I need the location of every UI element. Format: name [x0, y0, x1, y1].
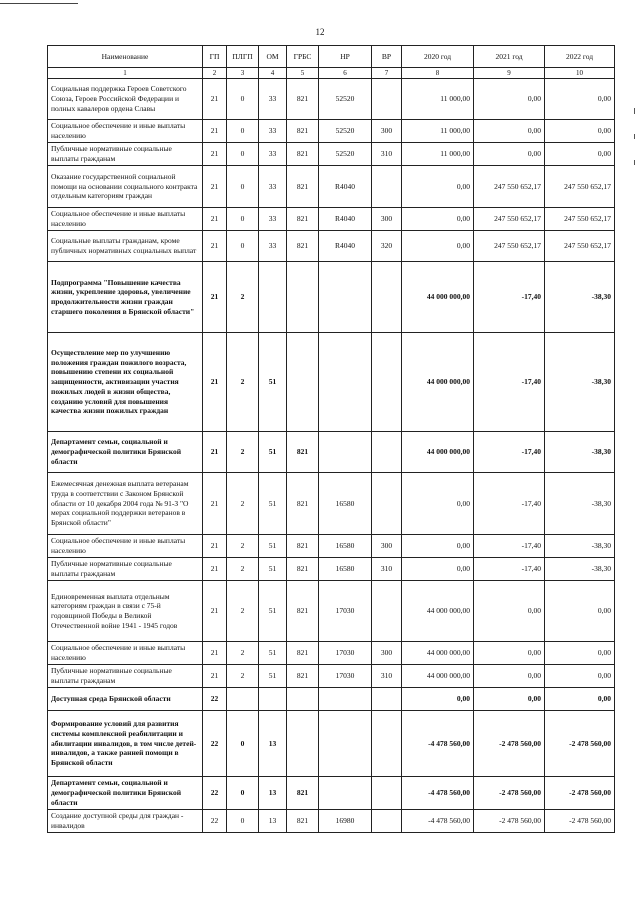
cell-2021: 0,00: [474, 143, 545, 166]
cell-2020: 0,00: [402, 558, 474, 581]
cell-2021: 0,00: [474, 120, 545, 143]
cell-om: 51: [259, 333, 287, 432]
cell-nr: 16580: [319, 473, 372, 535]
cell-name: Создание доступной среды для граждан - инвалидов: [48, 810, 203, 833]
cell-plgp: 2: [227, 473, 259, 535]
cell-om: 51: [259, 558, 287, 581]
cell-grbs: [287, 688, 319, 711]
cell-vr: [372, 262, 402, 333]
table-body: [48, 79, 615, 833]
cell-nr: 52520: [319, 79, 372, 120]
column-number: 9: [474, 68, 545, 79]
header-gp: ГП: [203, 46, 227, 68]
cell-plgp: 0: [227, 143, 259, 166]
cell-name: Подпрограмма "Повышение качества жизни, укрепление здоровья, увеличение продолжительности жизни граждан старшего поколения в Брянской области": [48, 262, 203, 333]
cell-name: Публичные нормативные социальные выплаты гражданам: [48, 665, 203, 688]
column-number: 6: [319, 68, 372, 79]
cell-2020: 0,00: [402, 688, 474, 711]
cell-gp: 22: [203, 688, 227, 711]
budget-table: [47, 45, 615, 833]
cell-2021: 0,00: [474, 79, 545, 120]
cell-2020: -4 478 560,00: [402, 810, 474, 833]
scan-edge-mark: [634, 108, 635, 114]
header-row: [48, 46, 615, 68]
cell-name: Публичные нормативные социальные выплаты гражданам: [48, 143, 203, 166]
header-om: ОМ: [259, 46, 287, 68]
cell-vr: [372, 333, 402, 432]
cell-om: 51: [259, 581, 287, 642]
cell-name: Формирование условий для развития системы комплексной реабилитации и абилитации инвалидов, в том числе детей-инвалидов, а также ранней помощи в Брянской области: [48, 711, 203, 777]
cell-nr: 16580: [319, 558, 372, 581]
header-2021: 2021 год: [474, 46, 545, 68]
cell-gp: 22: [203, 810, 227, 833]
cell-2021: 247 550 652,17: [474, 208, 545, 231]
cell-2022: 247 550 652,17: [545, 231, 615, 262]
cell-2021: 0,00: [474, 581, 545, 642]
cell-grbs: 821: [287, 558, 319, 581]
table-row: [48, 143, 615, 166]
cell-plgp: 2: [227, 642, 259, 665]
cell-vr: 300: [372, 642, 402, 665]
cell-gp: 21: [203, 231, 227, 262]
cell-vr: 300: [372, 535, 402, 558]
cell-2020: 0,00: [402, 166, 474, 208]
header-plgp: ПЛГП: [227, 46, 259, 68]
cell-gp: 22: [203, 711, 227, 777]
cell-2021: -17,40: [474, 473, 545, 535]
table-row: [48, 432, 615, 473]
table-row: [48, 262, 615, 333]
cell-grbs: 821: [287, 166, 319, 208]
cell-plgp: 2: [227, 665, 259, 688]
cell-grbs: 821: [287, 208, 319, 231]
cell-plgp: [227, 688, 259, 711]
cell-nr: 17030: [319, 642, 372, 665]
cell-nr: 17030: [319, 665, 372, 688]
cell-2021: -2 478 560,00: [474, 777, 545, 810]
table-row: [48, 711, 615, 777]
cell-om: 33: [259, 231, 287, 262]
header-2020: 2020 год: [402, 46, 474, 68]
column-number: 4: [259, 68, 287, 79]
cell-plgp: 2: [227, 262, 259, 333]
cell-2022: -2 478 560,00: [545, 810, 615, 833]
cell-2021: -17,40: [474, 432, 545, 473]
cell-plgp: 2: [227, 535, 259, 558]
cell-plgp: 2: [227, 432, 259, 473]
cell-vr: [372, 432, 402, 473]
table-row: [48, 166, 615, 208]
cell-nr: [319, 688, 372, 711]
cell-2022: 0,00: [545, 688, 615, 711]
table-row: [48, 810, 615, 833]
cell-gp: 21: [203, 558, 227, 581]
cell-vr: 300: [372, 120, 402, 143]
cell-2022: 0,00: [545, 581, 615, 642]
cell-nr: R4040: [319, 208, 372, 231]
page-number: 12: [315, 27, 325, 37]
table-row: [48, 473, 615, 535]
cell-gp: 22: [203, 777, 227, 810]
cell-2022: 0,00: [545, 642, 615, 665]
cell-gp: 21: [203, 432, 227, 473]
cell-om: 33: [259, 143, 287, 166]
cell-2021: 247 550 652,17: [474, 166, 545, 208]
cell-2020: 11 000,00: [402, 143, 474, 166]
table-row: [48, 688, 615, 711]
cell-gp: 21: [203, 473, 227, 535]
cell-2021: 0,00: [474, 642, 545, 665]
cell-grbs: [287, 711, 319, 777]
cell-2020: 44 000 000,00: [402, 432, 474, 473]
cell-grbs: 821: [287, 120, 319, 143]
cell-grbs: 821: [287, 432, 319, 473]
column-number-row: [48, 68, 615, 79]
cell-om: 33: [259, 79, 287, 120]
header-2022: 2022 год: [545, 46, 615, 68]
cell-vr: [372, 473, 402, 535]
column-number: 1: [48, 68, 203, 79]
cell-2020: 0,00: [402, 208, 474, 231]
cell-name: Социальное обеспечение и иные выплаты населению: [48, 208, 203, 231]
cell-2022: 0,00: [545, 143, 615, 166]
cell-2022: -2 478 560,00: [545, 711, 615, 777]
column-number: 8: [402, 68, 474, 79]
cell-2020: 44 000 000,00: [402, 642, 474, 665]
cell-om: 33: [259, 120, 287, 143]
cell-om: 13: [259, 777, 287, 810]
column-number: 5: [287, 68, 319, 79]
cell-name: Ежемесячная денежная выплата ветеранам труда в соответствии с Законом Брянской области от 10 декабря 2004 года № 91-З "О мерах социальной поддержки ветеранов в Брянской области": [48, 473, 203, 535]
header-vr: ВР: [372, 46, 402, 68]
cell-nr: R4040: [319, 231, 372, 262]
cell-om: [259, 688, 287, 711]
cell-2021: 0,00: [474, 688, 545, 711]
cell-grbs: 821: [287, 231, 319, 262]
cell-grbs: 821: [287, 810, 319, 833]
cell-2021: 0,00: [474, 665, 545, 688]
cell-vr: [372, 688, 402, 711]
top-rule: [0, 3, 78, 4]
cell-2021: -17,40: [474, 333, 545, 432]
cell-2022: 0,00: [545, 79, 615, 120]
cell-grbs: 821: [287, 143, 319, 166]
table-row: [48, 642, 615, 665]
table-row: [48, 581, 615, 642]
cell-gp: 21: [203, 143, 227, 166]
cell-om: 51: [259, 432, 287, 473]
cell-2020: 0,00: [402, 231, 474, 262]
cell-vr: [372, 711, 402, 777]
cell-2022: 0,00: [545, 120, 615, 143]
cell-name: Департамент семьи, социальной и демографической политики Брянской области: [48, 432, 203, 473]
table-row: [48, 535, 615, 558]
cell-vr: 310: [372, 665, 402, 688]
cell-om: [259, 262, 287, 333]
cell-om: 13: [259, 810, 287, 833]
cell-vr: 310: [372, 558, 402, 581]
cell-grbs: 821: [287, 535, 319, 558]
cell-nr: 52520: [319, 143, 372, 166]
cell-plgp: 0: [227, 810, 259, 833]
cell-2020: 44 000 000,00: [402, 333, 474, 432]
cell-nr: 16980: [319, 810, 372, 833]
cell-gp: 21: [203, 166, 227, 208]
table-row: [48, 120, 615, 143]
cell-nr: [319, 777, 372, 810]
cell-plgp: 2: [227, 558, 259, 581]
cell-2021: -2 478 560,00: [474, 711, 545, 777]
cell-name: Публичные нормативные социальные выплаты гражданам: [48, 558, 203, 581]
cell-2021: -17,40: [474, 535, 545, 558]
cell-vr: [372, 777, 402, 810]
cell-2022: -38,30: [545, 432, 615, 473]
cell-gp: 21: [203, 208, 227, 231]
cell-2022: -2 478 560,00: [545, 777, 615, 810]
cell-name: Социальная поддержка Героев Советского Союза, Героев Российской Федерации и полных кавалеров ордена Славы: [48, 79, 203, 120]
cell-name: Социальное обеспечение и иные выплаты населению: [48, 120, 203, 143]
cell-vr: 300: [372, 208, 402, 231]
cell-name: Осуществление мер по улучшению положения граждан пожилого возраста, повышению степени их социальной защищенности, активизации участия пожилых людей в жизни общества, созданию условий для повышения качества жизни пожилых граждан: [48, 333, 203, 432]
cell-2021: -2 478 560,00: [474, 810, 545, 833]
cell-2020: 0,00: [402, 535, 474, 558]
cell-gp: 21: [203, 535, 227, 558]
cell-2020: 11 000,00: [402, 120, 474, 143]
cell-om: 51: [259, 473, 287, 535]
cell-2020: 44 000 000,00: [402, 581, 474, 642]
cell-plgp: 2: [227, 333, 259, 432]
cell-nr: [319, 262, 372, 333]
cell-om: 33: [259, 208, 287, 231]
cell-2022: 247 550 652,17: [545, 208, 615, 231]
cell-grbs: 821: [287, 581, 319, 642]
cell-2022: -38,30: [545, 262, 615, 333]
cell-2020: -4 478 560,00: [402, 711, 474, 777]
cell-grbs: 821: [287, 665, 319, 688]
cell-gp: 21: [203, 642, 227, 665]
cell-plgp: 0: [227, 231, 259, 262]
cell-name: Оказание государственной социальной помощи на основании социального контракта отдельным категориям граждан: [48, 166, 203, 208]
cell-grbs: [287, 262, 319, 333]
cell-nr: [319, 711, 372, 777]
cell-name: Социальные выплаты гражданам, кроме публичных нормативных социальных выплат: [48, 231, 203, 262]
header-name: Наименование: [48, 46, 203, 68]
cell-2022: 0,00: [545, 665, 615, 688]
cell-grbs: 821: [287, 79, 319, 120]
cell-name: Доступная среда Брянской области: [48, 688, 203, 711]
table-row: [48, 665, 615, 688]
cell-nr: 52520: [319, 120, 372, 143]
table-row: [48, 208, 615, 231]
cell-name: Единовременная выплата отдельным категориям граждан в связи с 75-й годовщиной Победы в Великой Отечественной войне 1941 - 1945 годов: [48, 581, 203, 642]
cell-om: 51: [259, 665, 287, 688]
cell-om: 13: [259, 711, 287, 777]
cell-plgp: 0: [227, 79, 259, 120]
cell-nr: 16580: [319, 535, 372, 558]
cell-2021: -17,40: [474, 558, 545, 581]
cell-gp: 21: [203, 262, 227, 333]
cell-2021: -17,40: [474, 262, 545, 333]
cell-vr: [372, 79, 402, 120]
cell-2020: 44 000 000,00: [402, 665, 474, 688]
cell-2022: -38,30: [545, 473, 615, 535]
cell-name: Социальное обеспечение и иные выплаты населению: [48, 535, 203, 558]
cell-name: Департамент семьи, социальной и демографической политики Брянской области: [48, 777, 203, 810]
cell-vr: [372, 810, 402, 833]
table-row: [48, 231, 615, 262]
cell-2020: 0,00: [402, 473, 474, 535]
column-number: 10: [545, 68, 615, 79]
cell-gp: 21: [203, 665, 227, 688]
cell-2020: -4 478 560,00: [402, 777, 474, 810]
column-number: 2: [203, 68, 227, 79]
cell-om: 51: [259, 642, 287, 665]
cell-grbs: [287, 333, 319, 432]
cell-2022: 247 550 652,17: [545, 166, 615, 208]
cell-2020: 44 000 000,00: [402, 262, 474, 333]
header-grbs: ГРБС: [287, 46, 319, 68]
cell-plgp: 0: [227, 777, 259, 810]
cell-om: 51: [259, 535, 287, 558]
cell-om: 33: [259, 166, 287, 208]
cell-nr: [319, 432, 372, 473]
cell-nr: R4040: [319, 166, 372, 208]
cell-grbs: 821: [287, 473, 319, 535]
table-row: [48, 777, 615, 810]
table-row: [48, 558, 615, 581]
cell-2022: -38,30: [545, 333, 615, 432]
table-row: [48, 333, 615, 432]
cell-plgp: 0: [227, 166, 259, 208]
cell-grbs: 821: [287, 777, 319, 810]
header-nr: НР: [319, 46, 372, 68]
cell-2021: 247 550 652,17: [474, 231, 545, 262]
cell-2022: -38,30: [545, 558, 615, 581]
cell-nr: [319, 333, 372, 432]
cell-plgp: 0: [227, 208, 259, 231]
cell-gp: 21: [203, 120, 227, 143]
cell-2020: 11 000,00: [402, 79, 474, 120]
cell-grbs: 821: [287, 642, 319, 665]
scan-edge-mark: [634, 134, 635, 139]
cell-vr: 320: [372, 231, 402, 262]
cell-gp: 21: [203, 333, 227, 432]
cell-2022: -38,30: [545, 535, 615, 558]
cell-gp: 21: [203, 581, 227, 642]
cell-plgp: 0: [227, 711, 259, 777]
cell-vr: 310: [372, 143, 402, 166]
cell-vr: [372, 166, 402, 208]
cell-gp: 21: [203, 79, 227, 120]
column-number: 7: [372, 68, 402, 79]
cell-vr: [372, 581, 402, 642]
column-number: 3: [227, 68, 259, 79]
cell-name: Социальное обеспечение и иные выплаты населению: [48, 642, 203, 665]
table-row: [48, 79, 615, 120]
cell-plgp: 2: [227, 581, 259, 642]
cell-plgp: 0: [227, 120, 259, 143]
cell-nr: 17030: [319, 581, 372, 642]
scan-edge-mark: [634, 160, 635, 165]
